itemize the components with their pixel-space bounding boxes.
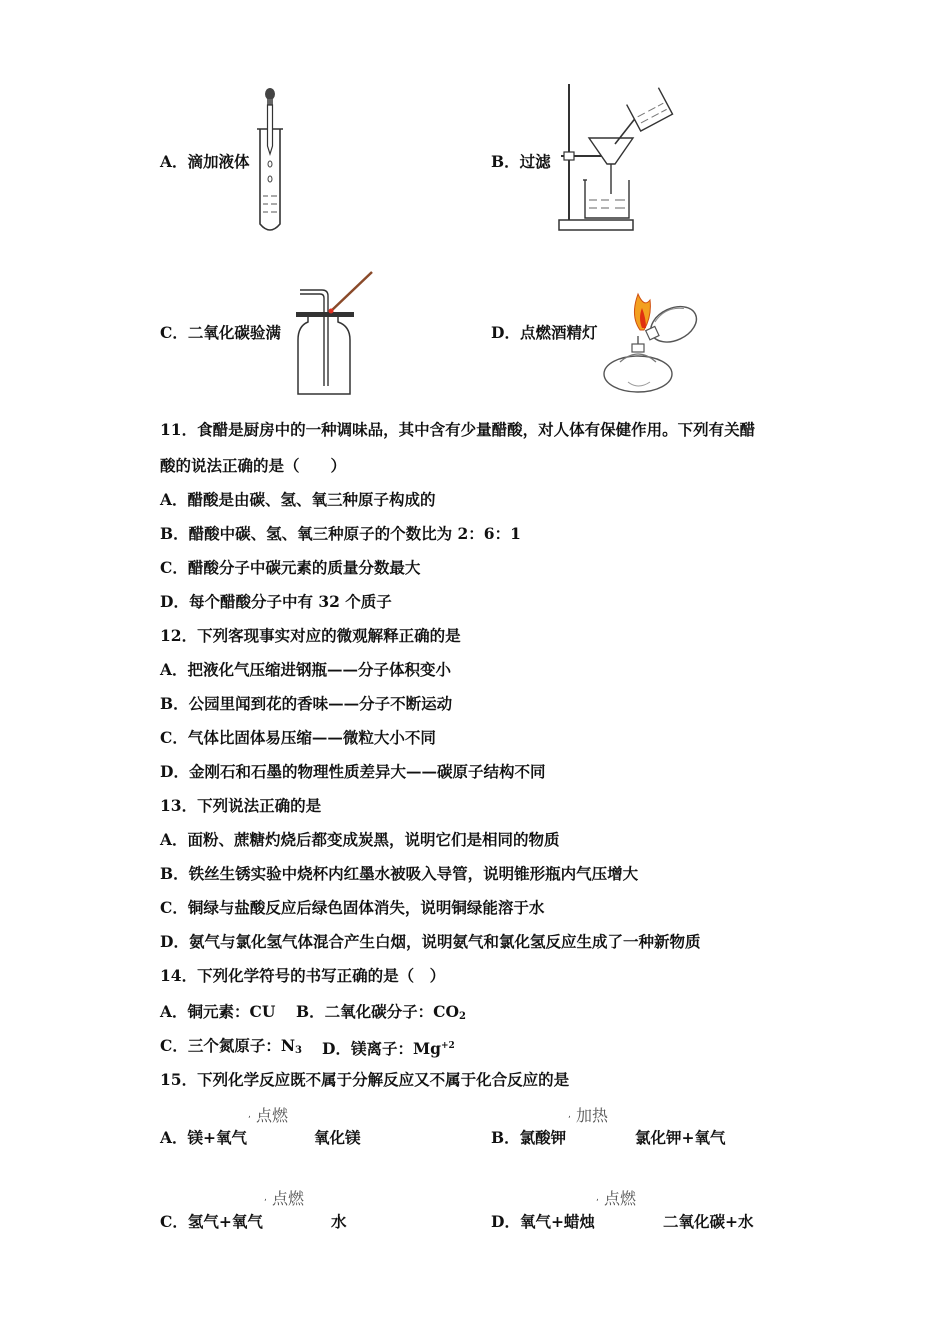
q14-option-d-superscript: +2: [440, 1041, 455, 1051]
dropper-test-tube-figure: [240, 84, 300, 236]
option-c-label: C．二氧化碳验满: [160, 323, 281, 342]
q12-option-a: A．把液化气压缩进钢瓶——分子体积变小: [160, 660, 452, 679]
q13-option-b: B．铁丝生锈实验中烧杯内红墨水被吸入导管，说明锥形瓶内气压增大: [160, 864, 639, 883]
q13-option-d: D．氨气与氯化氢气体混合产生白烟，说明氨气和氯化氢反应生成了一种新物质: [160, 932, 701, 951]
q14-option-b-text: B．二氧化碳分子：CO: [296, 1002, 459, 1021]
q15-c-condition: , 点燃: [264, 1189, 304, 1208]
q13-option-a: A．面粉、蔗糖灼烧后都变成炭黑，说明它们是相同的物质: [160, 830, 560, 849]
q11-stem-line1: 11．食醋是厨房中的一种调味品，其中含有少量醋酸，对人体有保健作用。下列有关醋: [160, 420, 756, 439]
q14-option-a: A．铜元素：CU: [160, 1002, 276, 1021]
q13-stem: 13．下列说法正确的是: [160, 796, 322, 815]
q15-stem: 15．下列化学反应既不属于分解反应又不属于化合反应的是: [160, 1070, 570, 1089]
q15-b-condition: , 加热: [568, 1106, 608, 1125]
q15-c-condition-text: 点燃: [271, 1189, 304, 1208]
q15-b-condition-text: 加热: [575, 1106, 608, 1125]
q15-d-reactants: D．氧气+蜡烛: [491, 1212, 595, 1231]
q14-option-d: [322, 1036, 455, 1059]
q11-option-c: C．醋酸分子中碳元素的质量分数最大: [160, 558, 421, 577]
alcohol-lamp-lighting-figure: [600, 286, 704, 398]
q12-stem: 12．下列客现事实对应的微观解释正确的是: [160, 626, 461, 645]
q12-option-c: C．气体比固体易压缩——微粒大小不同: [160, 728, 436, 747]
q15-d-condition: , 点燃: [596, 1189, 636, 1208]
q11-option-b: B．醋酸中碳、氢、氧三种原子的个数比为 2：6：1: [160, 524, 521, 543]
q13-option-c: C．铜绿与盐酸反应后绿色固体消失，说明铜绿能溶于水: [160, 898, 545, 917]
option-a-label: A．滴加液体: [160, 152, 250, 171]
q14-option-c-subscript: 3: [295, 1045, 302, 1056]
q15-a-condition: , 点燃: [248, 1106, 288, 1125]
q12-option-b: B．公园里闻到花的香味——分子不断运动: [160, 694, 453, 713]
q14-option-b: [296, 1002, 466, 1027]
q14-option-d-text: D．镁离子：Mg: [322, 1039, 441, 1058]
q14-option-c-text: C．三个氮原子：N: [160, 1036, 296, 1055]
q11-option-d: D．每个醋酸分子中有 32 个质子: [160, 592, 392, 611]
filtration-apparatus-figure: [555, 82, 675, 234]
co2-collection-bottle-figure: [294, 270, 378, 398]
q12-option-d: D．金刚石和石墨的物理性质差异大——碳原子结构不同: [160, 762, 546, 781]
q14-option-b-subscript: 2: [458, 1011, 466, 1022]
q15-a-products: 氧化镁: [314, 1128, 361, 1147]
q11-option-a: A．醋酸是由碳、氢、氧三种原子构成的: [160, 490, 436, 509]
q15-a-condition-text: 点燃: [255, 1106, 288, 1125]
q15-c-reactants: C．氢气+氧气: [160, 1212, 263, 1231]
option-d-label: D．点燃酒精灯: [491, 323, 598, 342]
q15-a-reactants: A．镁+氧气: [160, 1128, 248, 1147]
option-b-label: B．过滤: [491, 152, 551, 171]
q15-c-products: 水: [331, 1212, 347, 1231]
q15-b-reactants: B．氯酸钾: [491, 1128, 567, 1147]
q15-b-products: 氯化钾+氧气: [635, 1128, 726, 1147]
q15-d-condition-text: 点燃: [603, 1189, 636, 1208]
q14-option-c: [160, 1036, 302, 1061]
q11-stem-line2: 酸的说法正确的是（ ）: [160, 456, 347, 475]
q14-stem: 14．下列化学符号的书写正确的是（ ）: [160, 966, 446, 985]
q15-d-products: 二氧化碳+水: [663, 1212, 754, 1231]
